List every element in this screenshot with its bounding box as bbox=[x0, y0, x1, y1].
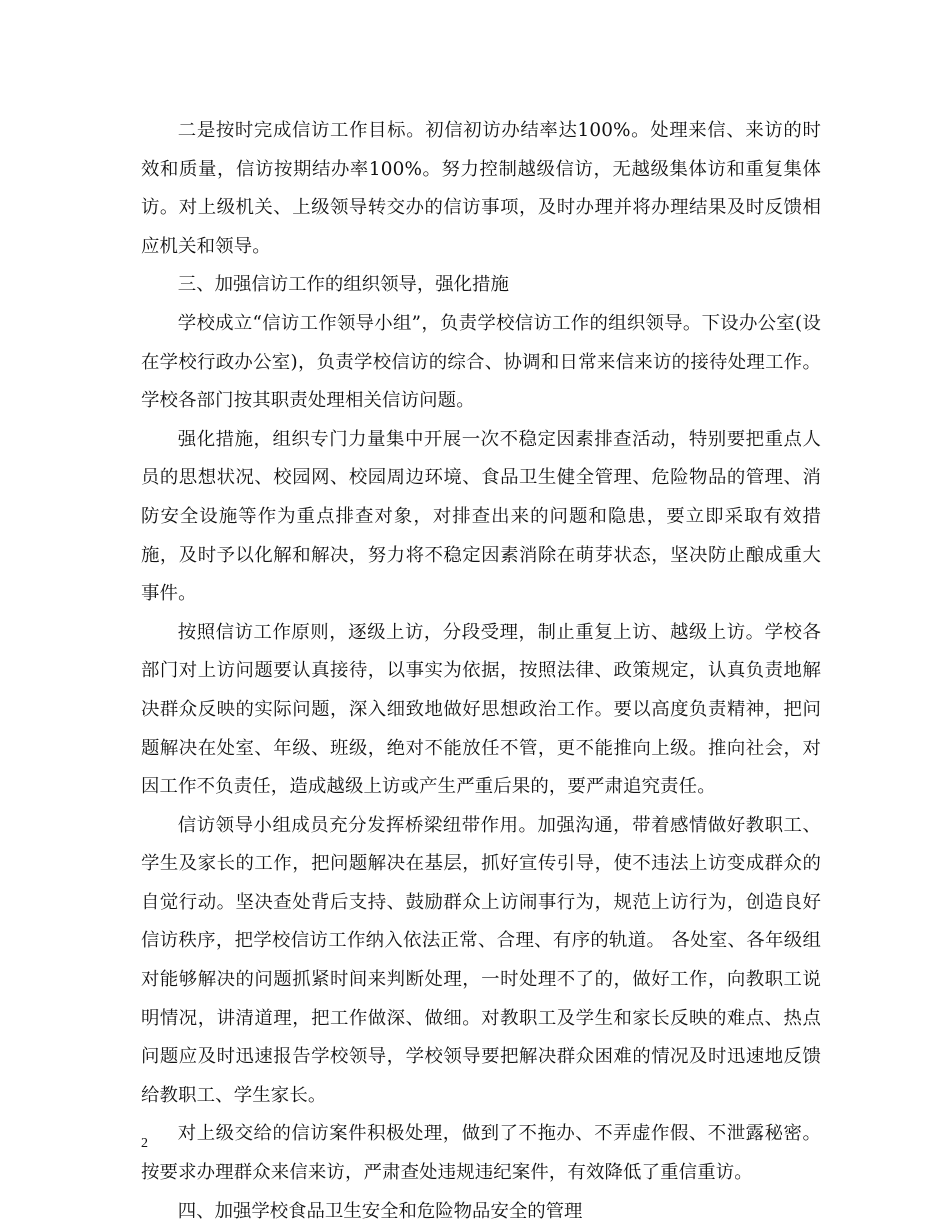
page-number: 2 bbox=[141, 1136, 148, 1151]
paragraph-principles: 按照信访工作原则，逐级上访，分段受理，制止重复上访、越级上访。学校各部门对上访问题要认真接待，以事实为依据，按照法律、政策规定，认真负责地解决群众反映的实际问题，深入细致地做好思想政治工作。要以高度负责精神，把问题解决在处室、年级、班级，绝对不能放任不管，更不能推向上级。推向社会，对因工作不负责任，造成越级上访或产生严重后果的，要严肃追究责任。 bbox=[141, 621, 821, 798]
paragraph-bridge-role: 信访领导小组成员充分发挥桥梁纽带作用。加强沟通，带着感情做好教职工、学生及家长的工作，把问题解决在基层，抓好宣传引导，使不违法上访变成群众的自觉行动。坚决查处背后支持、鼓励群众上访闹事行为，规范上访行为，创造良好信访秩序，把学校信访工作纳入依法正常、合理、有序的轨道。 各处室、各年级组对能够解决的问题抓紧时间来判断处理，一时处理不了的，做好工作，向教职工说明情况，讲清道理，把工作做深、做细。对教职工及学生和家长反映的难点、热点问题应及时迅速报告学校领导，学校领导要把解决群众困难的情况及时迅速地反馈给教职工、学生家长。 bbox=[141, 814, 821, 1106]
section-heading-4: 四、加强学校食品卫生安全和危险物品安全的管理 bbox=[177, 1200, 583, 1222]
document-body bbox=[141, 112, 821, 1231]
paragraph-targets: 二是按时完成信访工作目标。初信初访办结率达100%。处理来信、来访的时效和质量，信访按期结办率100%。努力控制越级信访，无越级集体访和重复集体访。对上级机关、上级领导转交办的信访事项，及时办理并将办理结果及时反馈相应机关和领导。 bbox=[141, 120, 821, 257]
section-heading-3: 三、加强信访工作的组织领导，强化措施 bbox=[177, 274, 509, 296]
paragraph-leadership-group: 学校成立“信访工作领导小组”，负责学校信访工作的组织领导。下设办公室(设在学校行政办公室)，负责学校信访的综合、协调和日常来信来访的接待处理工作。学校各部门按其职责处理相关信访问题。 bbox=[141, 312, 821, 412]
paragraph-measures: 强化措施，组织专门力量集中开展一次不稳定因素排查活动，特别要把重点人员的思想状况、校园网、校园周边环境、食品卫生健全管理、危险物品的管理、消防安全设施等作为重点排查对象，对排查出来的问题和隐患，要立即采取有效措施，及时予以化解和解决，努力将不稳定因素消除在萌芽状态，坚决防止酿成重大事件。 bbox=[141, 428, 821, 605]
paragraph-case-handling: 对上级交给的信访案件积极处理，做到了不拖办、不弄虚作假、不泄露秘密。按要求办理群众来信来访，严肃查处违规违纪案件，有效降低了重信重访。 bbox=[141, 1123, 821, 1184]
